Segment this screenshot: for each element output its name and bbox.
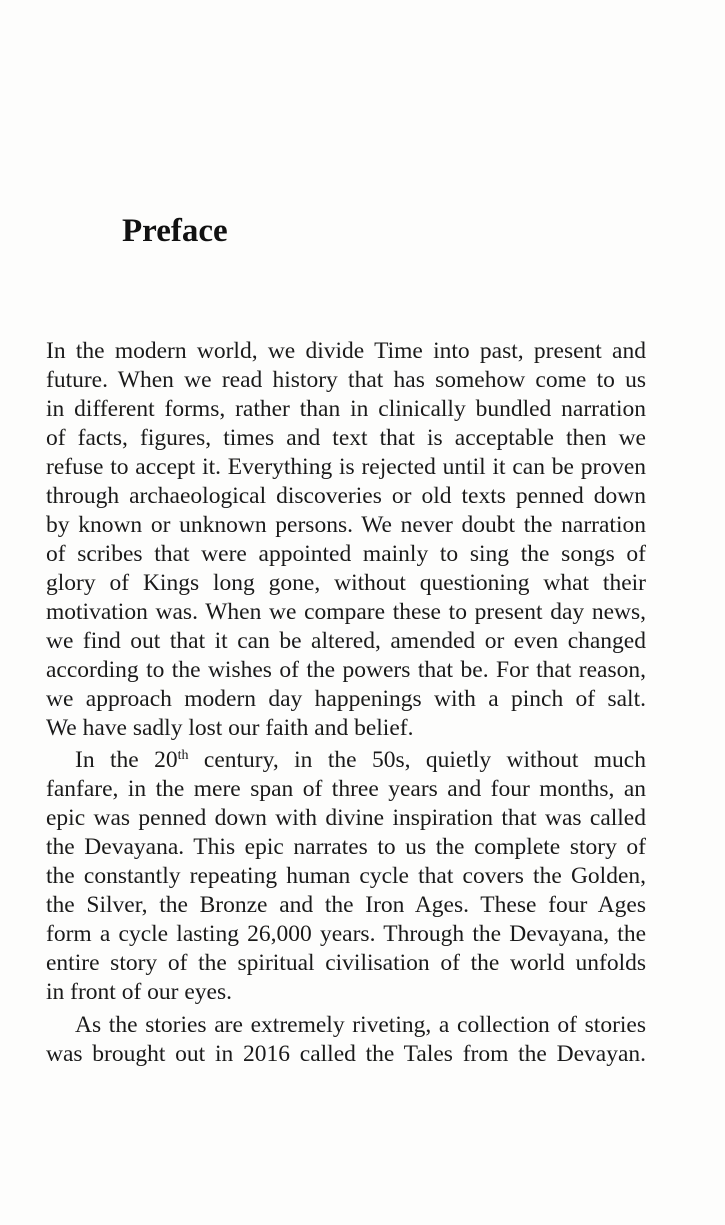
text-line: of scribes that were appointed mainly to sing the songs of bbox=[46, 541, 646, 567]
text-line: of facts, figures, times and text that is acceptable then we bbox=[46, 425, 646, 451]
text-line: the Silver, the Bronze and the Iron Ages. These four Ages bbox=[46, 892, 646, 918]
text-line: In the modern world, we divide Time into past, present and bbox=[46, 338, 646, 364]
text-line: future. When we read history that has somehow come to us bbox=[46, 367, 646, 393]
text-line bbox=[75, 746, 646, 775]
text-line: was brought out in 2016 called the Tales from the Devayan. bbox=[46, 1041, 646, 1067]
page-title: Preface bbox=[122, 213, 228, 249]
text-line: we approach modern day happenings with a pinch of salt. bbox=[46, 686, 646, 712]
superscript: th bbox=[177, 748, 189, 763]
text-line: fanfare, in the mere span of three years and four months, an bbox=[46, 776, 646, 802]
text-line: through archaeological discoveries or old texts penned down bbox=[46, 483, 646, 509]
text-line: We have sadly lost our faith and belief. bbox=[46, 715, 414, 741]
text-line: in front of our eyes. bbox=[46, 979, 232, 1005]
text-line: epic was penned down with divine inspiration that was called bbox=[46, 805, 646, 831]
text-line: by known or unknown persons. We never doubt the narration bbox=[46, 512, 646, 538]
text-fragment: In the 20 bbox=[75, 747, 178, 773]
text-line: motivation was. When we compare these to present day news, bbox=[46, 599, 646, 625]
text-line: the Devayana. This epic narrates to us the complete story of bbox=[46, 834, 646, 860]
text-line: glory of Kings long gone, without questioning what their bbox=[46, 570, 646, 596]
text-line: in different forms, rather than in clinically bundled narration bbox=[46, 396, 646, 422]
text-line: the constantly repeating human cycle that covers the Golden, bbox=[46, 863, 646, 889]
text-fragment: century, in the 50s, quietly without much bbox=[188, 747, 646, 773]
text-line: refuse to accept it. Everything is rejected until it can be proven bbox=[46, 454, 646, 480]
text-line: we find out that it can be altered, amended or even changed bbox=[46, 628, 646, 654]
text-line: entire story of the spiritual civilisation of the world unfolds bbox=[46, 950, 646, 976]
text-line: As the stories are extremely riveting, a collection of stories bbox=[75, 1012, 646, 1038]
text-line: according to the wishes of the powers that be. For that reason, bbox=[46, 657, 646, 683]
text-line: form a cycle lasting 26,000 years. Through the Devayana, the bbox=[46, 921, 646, 947]
